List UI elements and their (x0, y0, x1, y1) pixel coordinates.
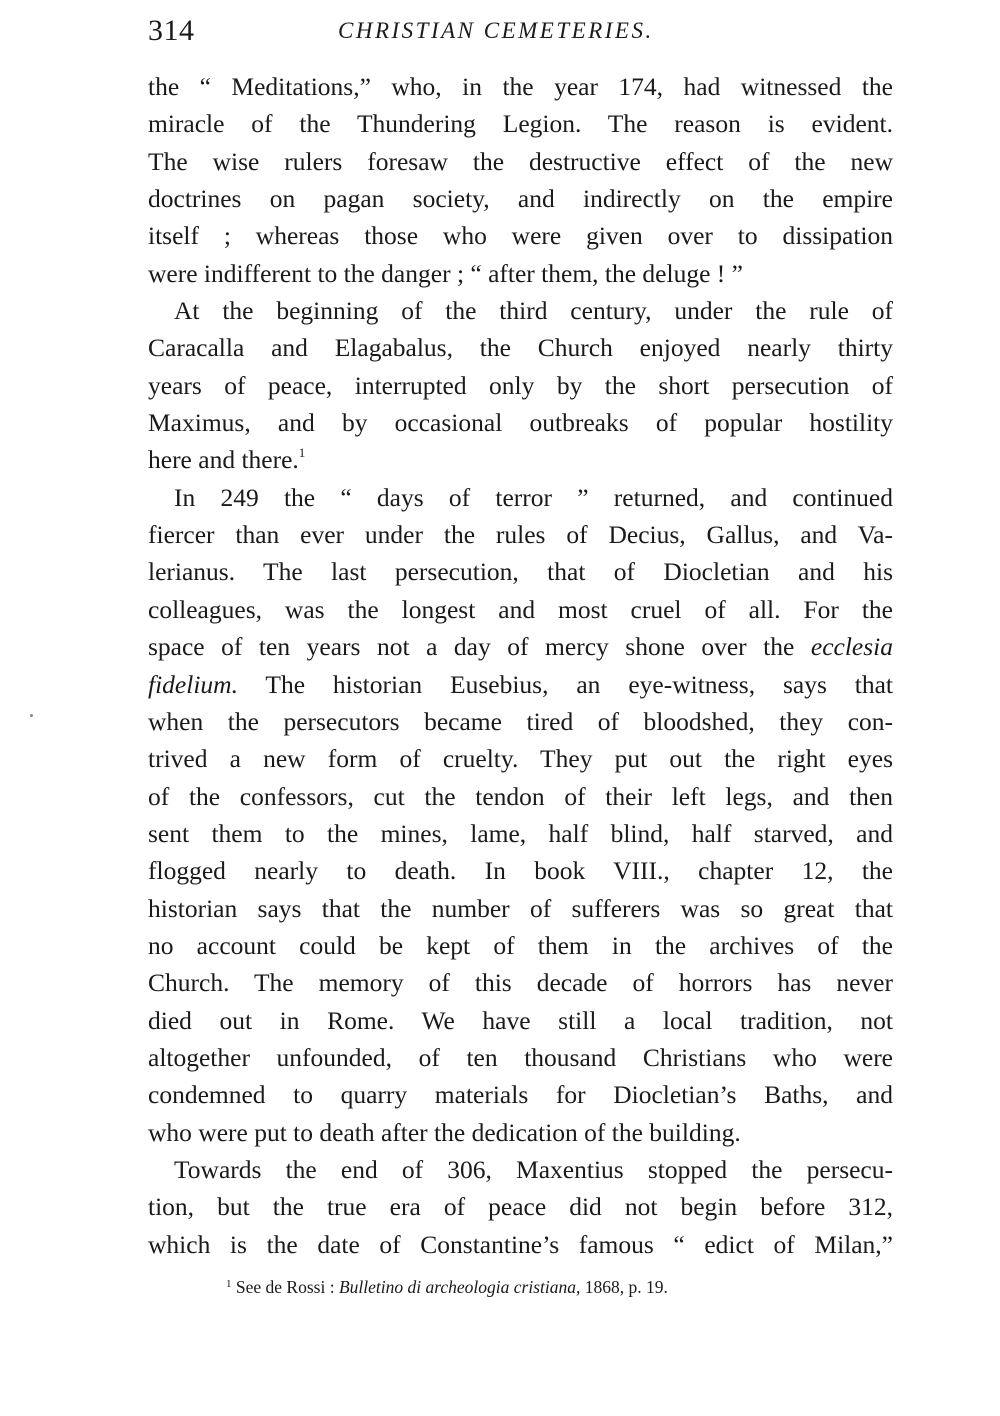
footnote-tail: 1868, p. 19. (580, 1277, 668, 1297)
footnote-mark: 1 (226, 1278, 232, 1290)
text-line: years of peace, interrupted only by the short persecution of (148, 370, 893, 400)
text-line: who were put to death after the dedication of the building. (148, 1117, 741, 1147)
text-line: At the beginning of the third century, under the rule of (174, 296, 893, 326)
footnote-title: Bulletino di archeologia cristiana, (338, 1277, 581, 1297)
italic-phrase: ecclesia (810, 632, 893, 662)
text-fragment: space of ten years not a day of mercy shone over the (148, 632, 811, 662)
footnote-reference[interactable]: 1 (298, 445, 306, 461)
footnote (226, 1274, 926, 1300)
text-line: miracle of the Thundering Legion. The reason is evident. (148, 109, 893, 139)
text-line: died out in Rome. We have still a local tradition, not (148, 1005, 893, 1035)
body-text (148, 68, 893, 1263)
text-line: itself ; whereas those who were given over to dissipation (148, 221, 893, 251)
text-line: sent them to the mines, lame, half blind, half starved, and (148, 818, 893, 848)
text-line: of the confessors, cut the tendon of their left legs, and then (148, 781, 893, 811)
text-line: colleagues, was the longest and most cruel of all. For the (148, 594, 893, 624)
italic-phrase: fidelium. (148, 669, 238, 699)
text-fragment: here and there. (148, 445, 299, 475)
text-line: tion, but the true era of peace did not begin before 312, (148, 1192, 893, 1222)
text-line (148, 628, 893, 665)
text-line: Maximus, and by occasional outbreaks of popular hostility (148, 408, 893, 438)
text-fragment: The historian Eusebius, an eye-witness, says that (237, 669, 893, 699)
text-line: when the persecutors became tired of bloodshed, they con- (148, 706, 893, 736)
footnote-lead: See de Rossi : (235, 1277, 339, 1297)
text-line: were indifferent to the danger ; “ after them, the deluge ! ” (148, 258, 743, 288)
running-title: CHRISTIAN CEMETERIES. (338, 18, 654, 43)
text-line: condemned to quarry materials for Diocletian’s Baths, and (148, 1080, 893, 1110)
text-line (148, 441, 893, 478)
text-line: Caracalla and Elagabalus, the Church enjoyed nearly thirty (148, 333, 893, 363)
text-line: fiercer than ever under the rules of Decius, Gallus, and Va- (148, 520, 893, 550)
text-line: lerianus. The last persecution, that of Diocletian and his (148, 557, 893, 587)
text-line: The wise rulers foresaw the destructive effect of the new (148, 146, 893, 176)
text-line: doctrines on pagan society, and indirectly on the empire (148, 184, 893, 214)
text-line: historian says that the number of sufferers was so great that (148, 893, 893, 923)
page-number: 314 (148, 14, 195, 47)
text-line: no account could be kept of them in the archives of the (148, 930, 893, 960)
text-line: trived a new form of cruelty. They put out the right eyes (148, 744, 893, 774)
text-line: altogether unfounded, of ten thousand Christians who were (148, 1042, 893, 1072)
text-line: In 249 the “ days of terror ” returned, and continued (174, 482, 893, 512)
text-line (148, 666, 893, 703)
page-header (148, 14, 893, 54)
scan-speck (30, 714, 33, 717)
text-line: which is the date of Constantine’s famous “ edict of Milan,” (148, 1229, 893, 1259)
text-line: the “ Meditations,” who, in the year 174, had witnessed the (148, 72, 893, 101)
text-line: Towards the end of 306, Maxentius stopped the persecu- (174, 1154, 893, 1184)
text-line: Church. The memory of this decade of horrors has never (148, 968, 893, 998)
text-line: flogged nearly to death. In book VIII., chapter 12, the (148, 856, 893, 886)
